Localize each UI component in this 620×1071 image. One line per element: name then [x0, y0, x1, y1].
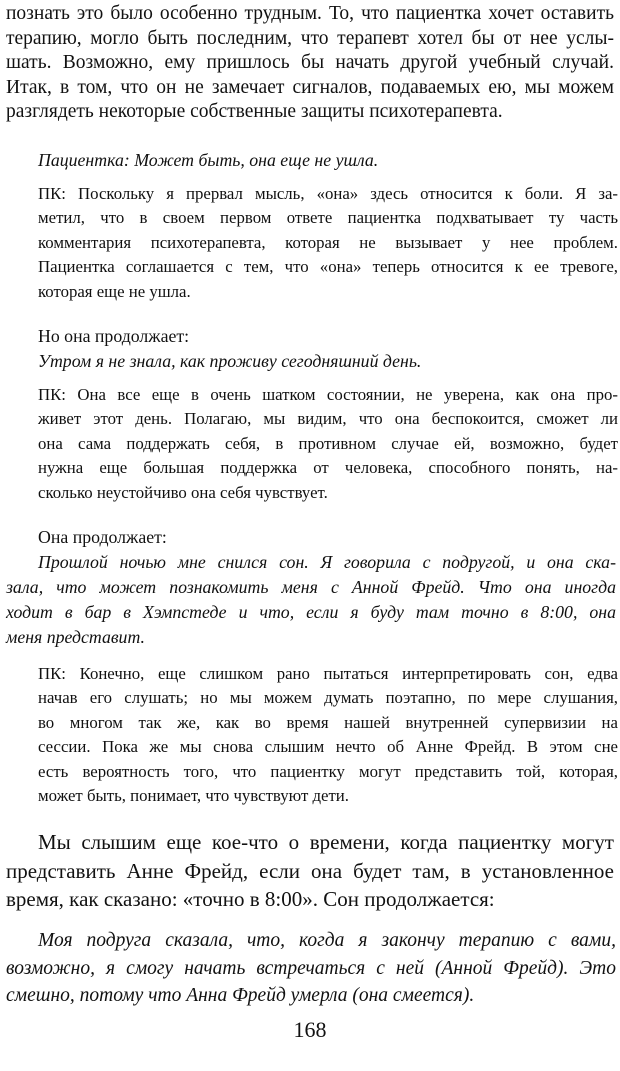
text-line: есть вероятность того, что пациентку могут представить той, которая,	[38, 761, 618, 781]
text-line: возможно, я смогу начать встречаться с ней (Анной Фрейд). Это	[6, 957, 616, 979]
text-line: ПК: Поскольку я прервал мысль, «она» здесь относится к боли. Я за-	[38, 184, 618, 203]
text-line: представить Анне Фрейд, если она будет там, в установленное	[6, 858, 614, 883]
page-number: 168	[293, 1017, 327, 1042]
text-line: которая еще не ушла.	[38, 281, 191, 301]
text-line: время, как сказано: «точно в 8:00». Сон продолжается:	[6, 887, 495, 911]
text-line: Моя подруга сказала, что, когда я закончу терапию с вами,	[38, 930, 616, 951]
text-line: Пациентка соглашается с тем, что «она» теперь относится к ее тревоге,	[38, 257, 618, 277]
text-line: сессии. Пока же мы снова слышим нечто об Анне Фрейд. В этом сне	[38, 737, 618, 757]
text-line: комментария психотерапевта, которая не вызывает у нее проблем.	[38, 232, 618, 252]
patient-quote-4	[6, 927, 616, 1010]
narration-intro-2: Но она продолжает:	[38, 326, 190, 346]
text-line: нужна еще большая поддержка от человека, способного понять, на-	[38, 458, 618, 478]
text-line: познать это было особенно трудным. То, что пациентка хочет оставить	[6, 3, 614, 24]
text-line: сколько неустойчиво она себя чувствует.	[38, 482, 328, 502]
text-line: живет этот день. Полагаю, мы видим, что она беспокоится, сможет ли	[38, 409, 618, 429]
text-line: разглядеть некоторые собственные защиты психотерапевта.	[6, 101, 503, 122]
text-line: зала, что может познакомить меня с Анной Фрейд. Что она иногда	[6, 577, 616, 597]
text-line: ПК: Она все еще в очень шатком состоянии, не уверена, как она про-	[38, 385, 618, 404]
text-line: терапию, могло быть последним, что терапевт хотел бы от нее услы-	[6, 27, 614, 49]
text-line: во многом так же, как во время нашей внутренней супервизии на	[38, 712, 618, 732]
patient-dream-quote	[6, 550, 616, 650]
text-line: смешно, потому что Анна Фрейд умерла (она смеется).	[6, 985, 475, 1006]
text-line: начав его слушать; но мы можем думать поэтапно, по мере слушания,	[38, 688, 618, 708]
text-line: Мы слышим еще кое-что о времени, когда пациентку могут	[38, 830, 614, 854]
text-line: меня представит.	[6, 627, 145, 647]
body-paragraph-4	[6, 828, 614, 914]
text-line: может быть, понимает, что чувствуют дети.	[38, 786, 349, 806]
body-paragraph-1	[6, 2, 614, 125]
text-line: шать. Возможно, ему пришлось бы начать другой учебный случай.	[6, 52, 614, 73]
text-line: Итак, в том, что он не замечает сигналов, подаваемых ею, мы можем	[6, 76, 614, 98]
text-line: ПК: Конечно, еще слишком рано пытаться интерпретировать сон, едва	[38, 664, 618, 683]
commentary-3	[38, 662, 618, 808]
text-line: метил, что в своем первом ответе пациентка подхватывает ту часть	[38, 208, 618, 228]
narration-intro-3: Она продолжает:	[38, 527, 167, 547]
commentary-2	[38, 383, 618, 505]
commentary-1	[38, 182, 618, 304]
patient-quote-1: Пациентка: Может быть, она еще не ушла.	[38, 150, 379, 170]
patient-quote-2: Утром я не знала, как проживу сегодняшний день.	[38, 351, 422, 371]
text-line: Прошлой ночью мне снился сон. Я говорила с подругой, и она ска-	[38, 552, 616, 572]
text-line: она сама поддержать себя, в противном случае ей, возможно, будет	[38, 433, 618, 453]
text-line: ходит в бар в Хэмпстеде и что, если я буду там точно в 8:00, она	[6, 602, 616, 622]
